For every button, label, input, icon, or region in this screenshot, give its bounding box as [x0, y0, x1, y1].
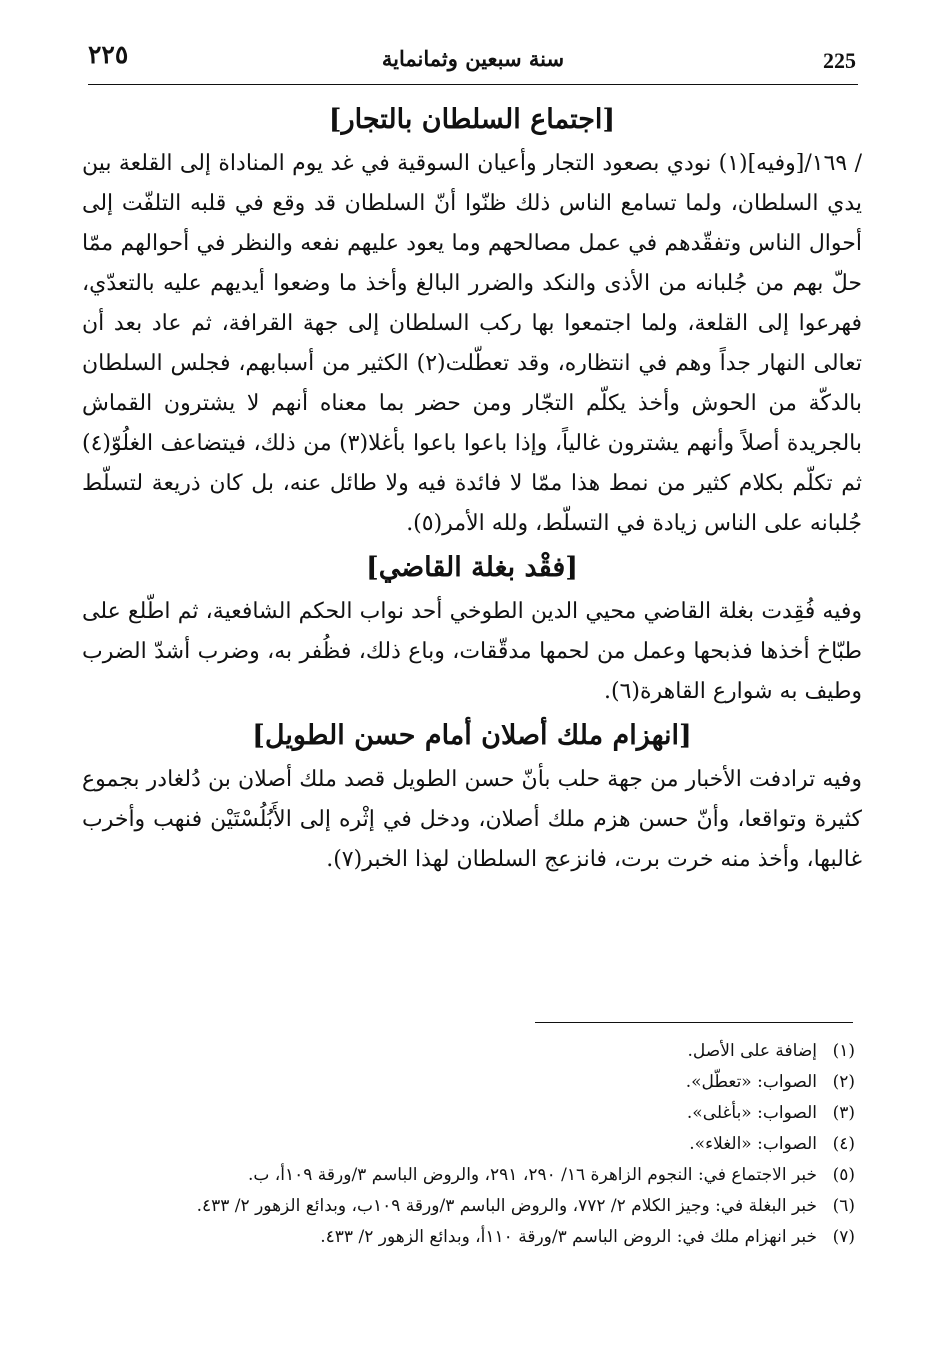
footnote-number: (١) — [832, 1041, 855, 1061]
footnote — [160, 1098, 855, 1129]
footnote — [160, 1160, 855, 1191]
footnote — [160, 1191, 855, 1222]
footnote-text: خبر البغلة في: وجيز الكلام ٢/ ٧٧٢، والروض الباسم ٣/ورقة ١٠٩ب، وبدائع الزهور ٢/ ٤٣٣. — [196, 1196, 817, 1216]
section-heading: [فقْد بغلة القاضي] — [365, 552, 579, 583]
footnote-number: (٣) — [832, 1103, 855, 1123]
footnote-text: خبر الاجتماع في: النجوم الزاهرة ١٦/ ٢٩٠، ٢٩١، والروض الباسم ٣/ورقة ١٠٩أ، ب. — [247, 1165, 817, 1185]
footnote-text: الصواب: «بأغلى». — [686, 1103, 817, 1123]
page-number-arabic: ٢٢٥ — [88, 40, 129, 69]
footnote-number: (٢) — [832, 1072, 855, 1092]
section-heading: [انهزام ملك أصلان أمام حسن الطويل] — [252, 720, 692, 751]
footnotes — [160, 1036, 855, 1253]
footnote-text: الصواب: «تعطّل». — [685, 1072, 817, 1092]
footnote-number: (٥) — [832, 1165, 855, 1185]
page-number: 225 — [823, 48, 856, 73]
footnote — [160, 1067, 855, 1098]
footnote-text: الصواب: «الغلاء». — [689, 1134, 817, 1154]
footnote — [160, 1222, 855, 1253]
section-heading: [اجتماع السلطان بالتجار] — [328, 104, 616, 135]
footnote-text: إضافة على الأصل. — [687, 1041, 817, 1061]
footnote-number: (٧) — [832, 1227, 855, 1247]
section-paragraph: وفيه ترادفت الأخبار من جهة حلب بأنّ حسن الطويل قصد ملك أصلان بن دُلغادر بجموع كثيرة وتواقعا، وأنّ حسن هزم ملك أصلان، ودخل في إثْره إلى الأَبُلُسْتَيْن فنهب وأخرب غالبها، وأخذ منه خرت برت، فانزعج السلطان لهذا الخبر(٧). — [82, 767, 862, 872]
footnote — [160, 1129, 855, 1160]
section-paragraph: / ١٦٩/[وفيه](١) نودي بصعود التجار وأعيان السوقية في غد يوم المناداة إلى القلعة بين يدي السلطان، ولما تسامع الناس ذلك ظنّوا أنّ السلطان قد وقع في قلبه التلفّت إلى أحوال الناس وتفقّدهم في عمل مصالحهم وما يعود عليهم نفعه والنظر في أحوالهم ممّا حلّ بهم من جُلبانه من الأذى والنكد والضرر البالغ وأخذ ما وضعوا أيديهم عليه بالتعدّي، فهرعوا إلى القلعة، ولما اجتمعوا بها ركب السلطان إلى جهة القرافة، ثم عاد بعد أن تعالى النهار جداً وهم في انتظاره، وقد تعطّلت(٢) الكثير من أسبابهم، فجلس السلطان بالدكّة من الحوش وأخذ يكلّم التجّار ومن حضر بما معناه أنهم لا يشترون القماش بالجريدة أصلاً وأنهم يشترون غالياً، وإذا باعوا باعوا بأغلا(٣) من ذلك، فيتضاعف الغلُوّ(٤) ثم تكلّم بكلام كثير من نمط هذا ممّا لا فائدة فيه ولا طائل عنه، بل كان ذريعة لتسلّط جُلبانه على الناس زيادة في التسلّط، ولله الأمر(٥). — [82, 151, 862, 536]
footnote-number: (٤) — [832, 1134, 855, 1154]
page-header — [88, 40, 858, 85]
section-paragraph: وفيه فُقِدت بغلة القاضي محيي الدين الطوخي أحد نواب الحكم الشافعية، ثم اطّلع على طبّاخ أخذها فذبحها وعمل من لحمها مدقّقات، وباع ذلك، فظُفر به، وضرب أشدّ الضرب وطيف به شوارع القاهرة(٦). — [82, 599, 862, 704]
footnote-divider — [535, 1022, 853, 1023]
main-text — [82, 96, 862, 880]
footnote-number: (٦) — [832, 1196, 855, 1216]
footnote — [160, 1036, 855, 1067]
running-title: سنة سبعين وثمانماية — [381, 46, 565, 71]
footnote-text: خبر انهزام ملك في: الروض الباسم ٣/ورقة ١١٠أ، وبدائع الزهور ٢/ ٤٣٣. — [320, 1227, 817, 1247]
